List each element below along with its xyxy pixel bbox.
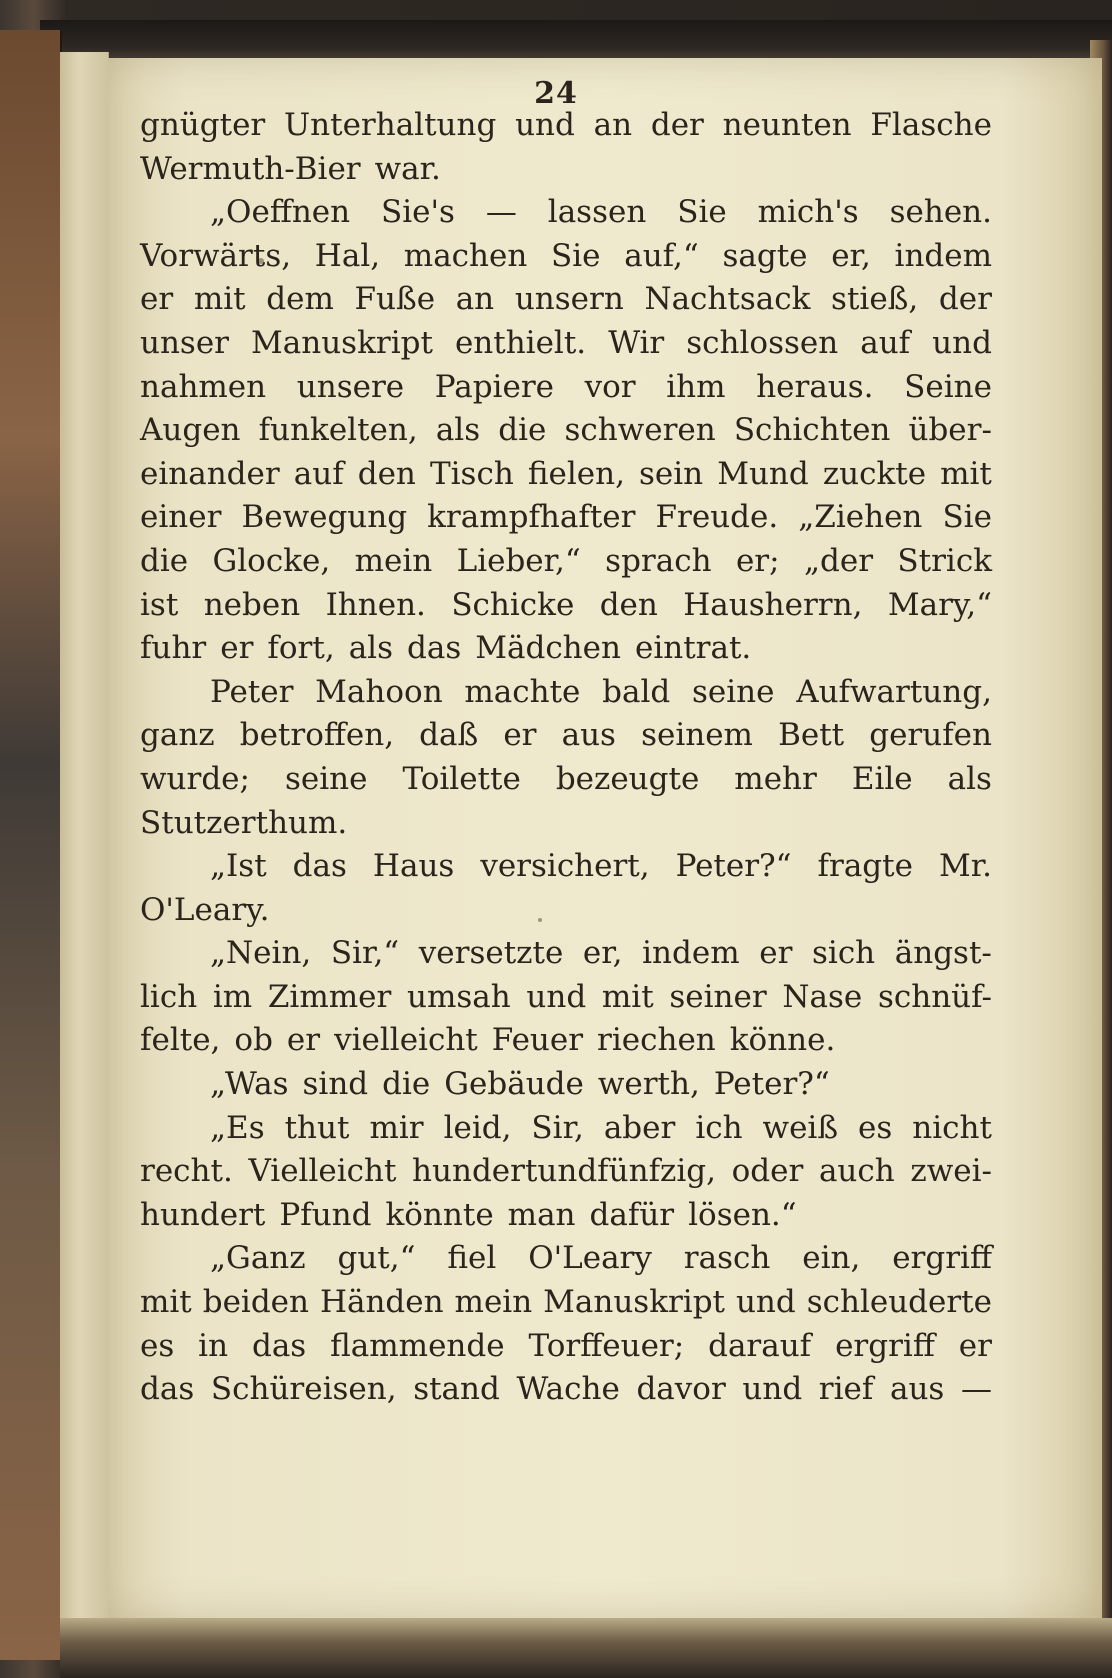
word: — bbox=[960, 1371, 992, 1408]
word: Torffeuer; bbox=[528, 1327, 685, 1364]
word: er bbox=[140, 281, 174, 318]
word: auf,“ bbox=[624, 237, 699, 274]
text-line bbox=[140, 845, 992, 889]
text-line bbox=[140, 1019, 992, 1063]
word: vielleicht bbox=[334, 1022, 478, 1059]
word: es bbox=[858, 1109, 893, 1146]
word: gut,“ bbox=[337, 1240, 416, 1277]
word: ist bbox=[140, 586, 179, 623]
word: und bbox=[742, 1371, 803, 1408]
word: Peter bbox=[210, 673, 294, 710]
word: schnüf- bbox=[877, 978, 992, 1015]
word: mit bbox=[601, 978, 654, 1015]
word: darauf bbox=[708, 1327, 812, 1364]
word: ergriff bbox=[835, 1327, 935, 1364]
word: und bbox=[735, 1284, 796, 1321]
word: sagte bbox=[722, 237, 808, 274]
word: Hal, bbox=[314, 237, 381, 274]
text-line bbox=[140, 802, 992, 846]
word: fragte bbox=[817, 848, 913, 885]
text-line bbox=[140, 278, 992, 322]
word: fort, bbox=[267, 630, 335, 667]
text-line bbox=[140, 1237, 992, 1281]
word: lich bbox=[140, 978, 198, 1015]
word: war. bbox=[374, 150, 441, 187]
text-line bbox=[140, 671, 992, 715]
word: Augen bbox=[140, 412, 241, 449]
text-line bbox=[140, 584, 992, 628]
word: Schüreisen, bbox=[210, 1371, 397, 1408]
word: ihm bbox=[666, 368, 726, 405]
word: Peter?“ bbox=[675, 848, 792, 885]
word: neben bbox=[203, 586, 301, 623]
word: hundertundfünfzig, bbox=[412, 1153, 717, 1190]
word: mehr bbox=[734, 760, 817, 797]
word: mit bbox=[193, 281, 246, 318]
word: heraus. bbox=[756, 368, 874, 405]
word: Lieber,“ bbox=[456, 542, 581, 579]
word: schlossen bbox=[686, 324, 839, 361]
word: Haus bbox=[372, 848, 455, 885]
word: dafür bbox=[589, 1196, 675, 1233]
word: bald bbox=[602, 673, 671, 710]
word: Sie bbox=[551, 237, 601, 274]
word: „Nein, bbox=[210, 935, 312, 972]
word: ein, bbox=[802, 1240, 861, 1277]
word: sprach bbox=[605, 542, 712, 579]
word: stand bbox=[413, 1371, 500, 1408]
word: Nachtsack bbox=[644, 281, 811, 318]
word: sich bbox=[812, 935, 876, 972]
word: die bbox=[140, 542, 189, 579]
word: dem bbox=[266, 281, 334, 318]
text-line bbox=[140, 322, 992, 366]
word: weiß bbox=[762, 1109, 839, 1146]
word: hundert bbox=[140, 1196, 266, 1233]
word: zwei- bbox=[910, 1153, 992, 1190]
word: Hausherrn, bbox=[683, 586, 863, 623]
word: versichert, bbox=[480, 848, 650, 885]
word: mit bbox=[940, 455, 992, 492]
word: das bbox=[407, 630, 462, 667]
word: fuhr bbox=[140, 630, 207, 667]
word: Wir bbox=[608, 324, 665, 361]
word: beiden bbox=[202, 1284, 309, 1321]
word: Händen bbox=[319, 1284, 444, 1321]
word: Wermuth-Bier bbox=[140, 150, 361, 187]
word: Schicke bbox=[451, 586, 575, 623]
word: Glocke, bbox=[212, 542, 331, 579]
word: wurde; bbox=[140, 760, 250, 797]
book-cover-left bbox=[0, 30, 62, 1660]
word: und bbox=[515, 107, 575, 143]
word: könne. bbox=[729, 1022, 836, 1059]
word: mein bbox=[354, 542, 433, 579]
word: der bbox=[650, 107, 704, 143]
word: er, bbox=[831, 237, 871, 274]
word: Sie bbox=[942, 499, 992, 536]
word: ängst- bbox=[894, 935, 992, 972]
text-line bbox=[140, 1194, 992, 1238]
text-line bbox=[140, 409, 992, 453]
book-cover-top bbox=[40, 20, 1112, 60]
word: Mund bbox=[717, 455, 809, 492]
word: auch bbox=[818, 1153, 895, 1190]
word: Bewegung bbox=[241, 499, 408, 536]
word: seiner bbox=[669, 978, 767, 1015]
text-line bbox=[140, 453, 992, 497]
word: betroffen, bbox=[239, 717, 395, 754]
word: eintrat. bbox=[634, 630, 752, 667]
word: mir bbox=[369, 1109, 424, 1146]
word: im bbox=[212, 978, 253, 1015]
word: Papiere bbox=[434, 368, 554, 405]
word: auf bbox=[860, 324, 911, 361]
word: Freude. bbox=[655, 499, 779, 536]
text-line bbox=[140, 1281, 992, 1325]
word: es bbox=[140, 1327, 175, 1364]
word: „Oeffnen bbox=[210, 194, 351, 231]
word: nicht bbox=[912, 1109, 992, 1146]
word: Feuer bbox=[491, 1022, 584, 1059]
text-line bbox=[140, 627, 992, 671]
text-line bbox=[140, 148, 992, 192]
word: umsah bbox=[407, 978, 511, 1015]
word: Vorwärts, bbox=[140, 237, 292, 274]
word: den bbox=[599, 586, 658, 623]
text-line bbox=[140, 1063, 992, 1107]
word: Sie bbox=[677, 194, 727, 231]
word: und bbox=[526, 978, 587, 1015]
word: riechen bbox=[597, 1022, 716, 1059]
word: „Ganz bbox=[210, 1240, 306, 1277]
word: ergriff bbox=[892, 1240, 992, 1277]
word: Zimmer bbox=[267, 978, 392, 1015]
text-line bbox=[140, 366, 992, 410]
word: lösen.“ bbox=[688, 1196, 797, 1233]
word: fielen, bbox=[527, 455, 625, 492]
word: schweren bbox=[564, 412, 716, 449]
word: krampfhafter bbox=[427, 499, 636, 536]
word: aus bbox=[889, 1371, 945, 1408]
word: Mr. bbox=[938, 848, 992, 885]
word: mein bbox=[454, 1284, 533, 1321]
word: lassen bbox=[547, 194, 647, 231]
word: Mary,“ bbox=[887, 586, 992, 623]
word: Gebäude bbox=[444, 1066, 584, 1103]
word: O'Leary. bbox=[140, 891, 270, 928]
word: Manuskript bbox=[543, 1284, 726, 1321]
word: Aufwartung, bbox=[796, 673, 992, 710]
word: auf bbox=[293, 455, 344, 492]
text-line bbox=[140, 1107, 992, 1151]
word: vor bbox=[584, 368, 636, 405]
word: das bbox=[251, 1327, 307, 1364]
word: mich's bbox=[757, 194, 859, 231]
word: funkelten, bbox=[258, 412, 418, 449]
word: Strick bbox=[897, 542, 992, 579]
word: nahmen bbox=[140, 368, 267, 405]
word: Eile bbox=[851, 760, 913, 797]
word: gerufen bbox=[869, 717, 992, 754]
word: unsern bbox=[514, 281, 624, 318]
word: ob bbox=[234, 1022, 273, 1059]
word: Mahoon bbox=[315, 673, 443, 710]
word: aber bbox=[603, 1109, 676, 1146]
word: als bbox=[435, 412, 481, 449]
word: rasch bbox=[683, 1240, 771, 1277]
word: seinem bbox=[641, 717, 753, 754]
text-line bbox=[140, 976, 992, 1020]
word: an bbox=[455, 281, 495, 318]
text-line bbox=[140, 496, 992, 540]
facing-page-edge bbox=[60, 52, 109, 1622]
text-line bbox=[140, 104, 992, 148]
word: — bbox=[485, 194, 517, 231]
word: er bbox=[759, 935, 793, 972]
word: Sie's bbox=[381, 194, 455, 231]
word: schleuderte bbox=[806, 1284, 992, 1321]
word: über- bbox=[908, 412, 992, 449]
word: Seine bbox=[904, 368, 992, 405]
word: ganz bbox=[140, 717, 215, 754]
text-line bbox=[140, 235, 992, 279]
word: einander bbox=[140, 455, 280, 492]
word: sind bbox=[302, 1066, 369, 1103]
word: oder bbox=[731, 1153, 804, 1190]
word: Unterhaltung bbox=[284, 107, 497, 143]
word: die bbox=[498, 412, 547, 449]
word: den bbox=[357, 455, 416, 492]
text-line bbox=[140, 191, 992, 235]
word: davor bbox=[636, 1371, 726, 1408]
word: an bbox=[593, 107, 633, 143]
word: Toilette bbox=[402, 760, 521, 797]
word: man bbox=[507, 1196, 576, 1233]
word: indem bbox=[642, 935, 740, 972]
word: er bbox=[286, 1022, 321, 1059]
word: einer bbox=[140, 499, 222, 536]
word: rief bbox=[818, 1371, 874, 1408]
word: O'Leary bbox=[528, 1240, 652, 1277]
word: er bbox=[958, 1327, 992, 1364]
word: „Ist bbox=[210, 848, 267, 885]
text-line bbox=[140, 1325, 992, 1369]
word: er, bbox=[582, 935, 623, 972]
word: zuckte bbox=[822, 455, 927, 492]
word: bezeugte bbox=[555, 760, 700, 797]
word: Mädchen bbox=[475, 630, 621, 667]
word: Schichten bbox=[733, 412, 891, 449]
word: er bbox=[220, 630, 254, 667]
word: könnte bbox=[385, 1196, 494, 1233]
word: enthielt. bbox=[454, 324, 587, 361]
word: seine bbox=[691, 673, 775, 710]
word: mit bbox=[140, 1284, 192, 1321]
word: machte bbox=[464, 673, 581, 710]
word: Manuskript bbox=[251, 324, 433, 361]
word: Bett bbox=[778, 717, 845, 754]
page-text bbox=[140, 104, 992, 1412]
word: „Ziehen bbox=[798, 499, 923, 536]
word: indem bbox=[894, 237, 992, 274]
word: „Was bbox=[210, 1066, 289, 1103]
word: das bbox=[140, 1371, 195, 1408]
word: aus bbox=[561, 717, 616, 754]
word: flammende bbox=[330, 1327, 505, 1364]
word: Vielleicht bbox=[248, 1153, 397, 1190]
word: als bbox=[348, 630, 393, 667]
word: Sir,“ bbox=[330, 935, 400, 972]
word: „der bbox=[803, 542, 874, 579]
book-bottom-edge bbox=[60, 1618, 1112, 1678]
text-line bbox=[140, 932, 992, 976]
word: ich bbox=[695, 1109, 743, 1146]
text-line bbox=[140, 540, 992, 584]
word: Stutzerthum. bbox=[140, 804, 348, 841]
text-line bbox=[140, 758, 992, 802]
word: machen bbox=[403, 237, 528, 274]
word: und bbox=[932, 324, 992, 361]
word: sein bbox=[639, 455, 704, 492]
word: Flasche bbox=[870, 107, 992, 143]
text-line bbox=[140, 1150, 992, 1194]
word: seine bbox=[284, 760, 368, 797]
word: versetzte bbox=[418, 935, 564, 972]
word: gnügter bbox=[140, 107, 266, 143]
word: daß bbox=[419, 717, 479, 754]
word: als bbox=[947, 760, 992, 797]
word: in bbox=[198, 1327, 229, 1364]
word: fiel bbox=[447, 1240, 497, 1277]
word: die bbox=[382, 1066, 431, 1103]
word: Pfund bbox=[279, 1196, 372, 1233]
page-number: 24 bbox=[534, 76, 578, 111]
word: unsere bbox=[296, 368, 405, 405]
word: der bbox=[938, 281, 992, 318]
text-line bbox=[140, 889, 992, 933]
word: das bbox=[292, 848, 347, 885]
text-line bbox=[140, 714, 992, 758]
word: recht. bbox=[140, 1153, 233, 1190]
word: unser bbox=[140, 324, 230, 361]
word: Ihnen. bbox=[325, 586, 426, 623]
word: er bbox=[503, 717, 537, 754]
word: Fuße bbox=[354, 281, 436, 318]
word: Peter?“ bbox=[713, 1066, 830, 1103]
word: stieß, bbox=[831, 281, 919, 318]
word: Sir, bbox=[531, 1109, 584, 1146]
word: leid, bbox=[443, 1109, 512, 1146]
word: Nase bbox=[782, 978, 863, 1015]
word: Tisch bbox=[429, 455, 514, 492]
word: werth, bbox=[597, 1066, 700, 1103]
word: „Es bbox=[210, 1109, 265, 1146]
word: thut bbox=[284, 1109, 350, 1146]
word: neunten bbox=[722, 107, 852, 143]
word: er; bbox=[735, 542, 780, 579]
word: sehen. bbox=[889, 194, 992, 231]
word: Wache bbox=[516, 1371, 620, 1408]
word: felte, bbox=[140, 1022, 221, 1059]
text-line bbox=[140, 1368, 992, 1412]
